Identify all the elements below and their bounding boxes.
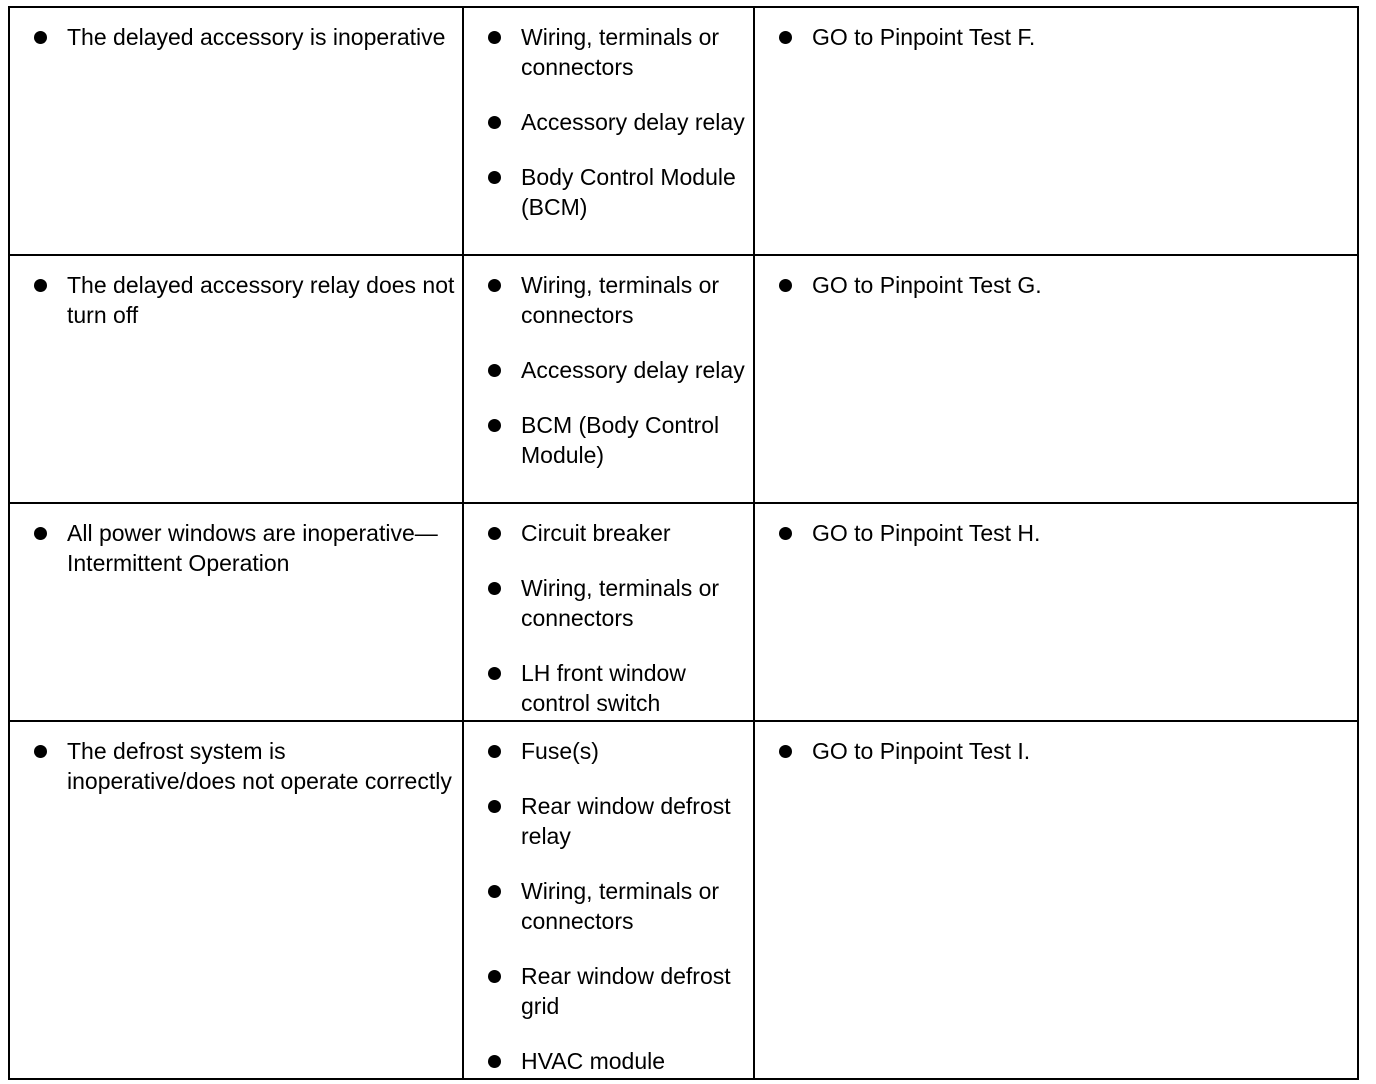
possible-source-text: HVAC module <box>521 1048 666 1074</box>
list-item <box>779 22 1351 52</box>
list-item <box>488 22 747 82</box>
bullet-icon <box>488 31 501 44</box>
bullet-icon <box>488 527 501 540</box>
list-item <box>779 270 1351 300</box>
action-cell <box>754 503 1358 721</box>
list-item <box>488 162 747 222</box>
action-text: GO to Pinpoint Test F. <box>812 24 1036 50</box>
table-row <box>9 7 1358 255</box>
possible-source-text: Wiring, terminals or connectors <box>521 878 720 934</box>
condition-text: The delayed accessory is inoperative <box>67 24 446 50</box>
bullet-icon <box>34 279 47 292</box>
symptom-chart-table <box>8 6 1359 1080</box>
possible-source-text: Wiring, terminals or connectors <box>521 272 720 328</box>
condition-list <box>34 736 456 796</box>
condition-text: The delayed accessory relay does not turn off <box>67 272 455 328</box>
list-item <box>488 791 747 851</box>
bullet-icon <box>779 31 792 44</box>
action-cell <box>754 7 1358 255</box>
possible-source-text: Rear window defrost relay <box>521 793 731 849</box>
bullet-icon <box>488 745 501 758</box>
possible-source-list <box>488 270 747 470</box>
bullet-icon <box>779 279 792 292</box>
condition-text: All power windows are inoperative— Intermittent Operation <box>67 520 438 576</box>
list-item <box>779 736 1351 766</box>
list-item <box>488 736 747 766</box>
action-cell <box>754 721 1358 1079</box>
possible-source-list <box>488 518 747 718</box>
list-item <box>488 573 747 633</box>
possible-source-text: Body Control Module (BCM) <box>521 164 736 220</box>
condition-list <box>34 22 456 52</box>
possible-source-cell <box>463 255 754 503</box>
list-item <box>34 22 456 52</box>
possible-source-text: Wiring, terminals or connectors <box>521 24 720 80</box>
possible-source-text: Rear window defrost grid <box>521 963 731 1019</box>
possible-source-cell <box>463 503 754 721</box>
possible-source-text: Circuit breaker <box>521 520 671 546</box>
list-item <box>488 410 747 470</box>
table-row <box>9 503 1358 721</box>
bullet-icon <box>488 970 501 983</box>
possible-source-list <box>488 22 747 222</box>
possible-source-text: BCM (Body Control Module) <box>521 412 720 468</box>
condition-text: The defrost system is inoperative/does not operate correctly <box>67 738 452 794</box>
possible-source-text: LH front window control switch <box>521 660 686 716</box>
list-item <box>488 876 747 936</box>
bullet-icon <box>488 885 501 898</box>
bullet-icon <box>488 1055 501 1068</box>
bullet-icon <box>488 582 501 595</box>
table-row <box>9 255 1358 503</box>
bullet-icon <box>34 745 47 758</box>
bullet-icon <box>488 667 501 680</box>
action-cell <box>754 255 1358 503</box>
condition-cell <box>9 503 463 721</box>
action-list <box>779 736 1351 766</box>
bullet-icon <box>34 31 47 44</box>
action-list <box>779 518 1351 548</box>
possible-source-cell <box>463 7 754 255</box>
bullet-icon <box>779 527 792 540</box>
bullet-icon <box>488 171 501 184</box>
condition-cell <box>9 7 463 255</box>
bullet-icon <box>34 527 47 540</box>
action-list <box>779 22 1351 52</box>
action-text: GO to Pinpoint Test H. <box>812 520 1041 546</box>
list-item <box>488 107 747 137</box>
condition-list <box>34 270 456 330</box>
bullet-icon <box>488 800 501 813</box>
list-item <box>488 355 747 385</box>
bullet-icon <box>779 745 792 758</box>
possible-source-text: Accessory delay relay <box>521 109 745 135</box>
list-item <box>34 270 456 330</box>
list-item <box>779 518 1351 548</box>
condition-cell <box>9 255 463 503</box>
action-text: GO to Pinpoint Test I. <box>812 738 1031 764</box>
bullet-icon <box>488 364 501 377</box>
bullet-icon <box>488 116 501 129</box>
list-item <box>488 1046 747 1076</box>
bullet-icon <box>488 419 501 432</box>
list-item <box>34 518 456 578</box>
list-item <box>488 270 747 330</box>
possible-source-text: Accessory delay relay <box>521 357 745 383</box>
possible-source-cell <box>463 721 754 1079</box>
list-item <box>488 518 747 548</box>
table-row <box>9 721 1358 1079</box>
possible-source-text: Fuse(s) <box>521 738 599 764</box>
condition-list <box>34 518 456 578</box>
action-list <box>779 270 1351 300</box>
list-item <box>488 961 747 1021</box>
possible-source-list <box>488 736 747 1076</box>
list-item <box>34 736 456 796</box>
possible-source-text: Wiring, terminals or connectors <box>521 575 720 631</box>
bullet-icon <box>488 279 501 292</box>
list-item <box>488 658 747 718</box>
action-text: GO to Pinpoint Test G. <box>812 272 1042 298</box>
condition-cell <box>9 721 463 1079</box>
